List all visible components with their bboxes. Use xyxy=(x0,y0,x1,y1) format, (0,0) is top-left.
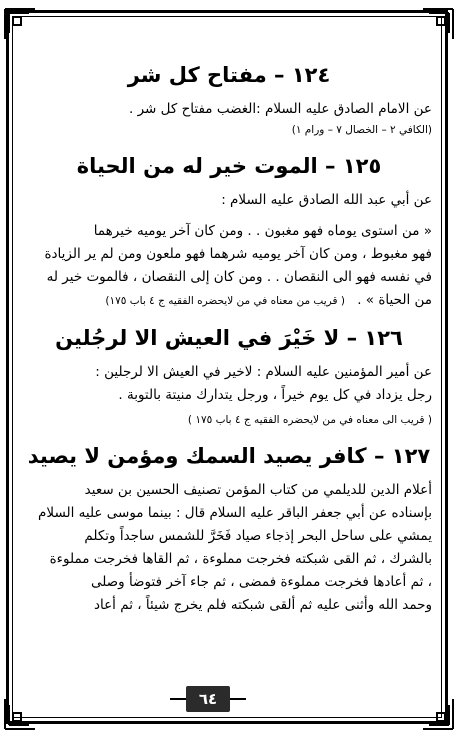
section-text-line: رجل يزداد في كل يوم خيراً ، ورجل يتدارك منيتة بالتوبة . xyxy=(118,387,432,403)
section-text-line: عن أمير المؤمنين عليه السلام : لاخير في العيش الا لرجلين : xyxy=(95,364,432,380)
section-text-line: أعلام الدين للديلمي من كتاب المؤمن تصنيف الحسين بن سعيد xyxy=(84,482,432,498)
section-text-line: عن أبي عبد الله الصادق عليه السلام : xyxy=(221,192,432,208)
page-number-box xyxy=(186,686,230,712)
section-heading: ١٢٤ – مفتاح كل شر xyxy=(127,63,331,87)
section-heading: ١٢٦ – لا خَيْرَ في العيش الا لرجُلين xyxy=(55,326,403,350)
section-text-line: في نفسه فهو الى النقصان . . ومن كان إلى النقصان ، فالموت خير له xyxy=(46,269,432,285)
section-text-line: بالشرك ، ثم القى شبكته فخرجت مملوءة ، ثم القاها فخرجت مملوءة xyxy=(49,551,432,567)
section-text-fragment: من الحياة » . xyxy=(357,292,432,308)
section-text-line xyxy=(26,289,432,313)
section-text-line: ، ثم أعادها فخرجت مملوءة فمضى ، ثم جاء آخر فتوضأ وصلى xyxy=(90,574,432,590)
section-124 xyxy=(26,58,432,139)
page-number: ٦٤ xyxy=(198,690,218,708)
section-127 xyxy=(26,439,432,617)
section-heading: ١٢٥ – الموت خير له من الحياة xyxy=(76,154,382,178)
section-text-line: عن الامام الصادق عليه السلام :الغضب مفتاح كل شر . xyxy=(129,101,432,117)
section-reference: (الكافي ٢ – الخصال ٧ – ورام ١) xyxy=(291,124,432,136)
corner-ornament-icon xyxy=(3,697,37,731)
corner-ornament-icon xyxy=(3,7,37,41)
section-text-line: « من استوى يوماه فهو مغبون . . ومن كان آخر يوميه خيرهما xyxy=(93,223,432,239)
corner-ornament-icon xyxy=(421,697,455,731)
section-heading: ١٢٧ – كافر يصيد السمك ومؤمن لا يصيد xyxy=(27,444,431,468)
section-reference: ( قريب الى معناه في من لايحضره الفقيه ج ٤ باب ١٧٥ ) xyxy=(187,414,432,426)
corner-ornament-icon xyxy=(421,7,455,41)
section-text-line: وحمد الله وأثنى عليه ثم ألقى شبكته فلم يخرج شيئاً ، ثم أعاد xyxy=(94,597,432,613)
section-126 xyxy=(26,321,432,429)
page-content xyxy=(26,40,432,617)
section-125 xyxy=(26,149,432,313)
section-text-line: يمشي على ساحل البحر إذجاء صياد فَخَرَّ للشمس ساجداً وتكلم xyxy=(84,528,432,544)
section-reference: ( قريب من معناه في من لايحضره الفقيه ج ٤ باب ١٧٥) xyxy=(105,295,345,307)
section-text-line: فهو مغبوط ، ومن كان آخر يوميه شرهما فهو ملعون ومن لم ير الزيادة xyxy=(44,246,432,262)
section-text-line: بإسناده عن أبي جعفر الباقر عليه السلام قال : بينما موسى عليه السلام xyxy=(38,505,432,521)
